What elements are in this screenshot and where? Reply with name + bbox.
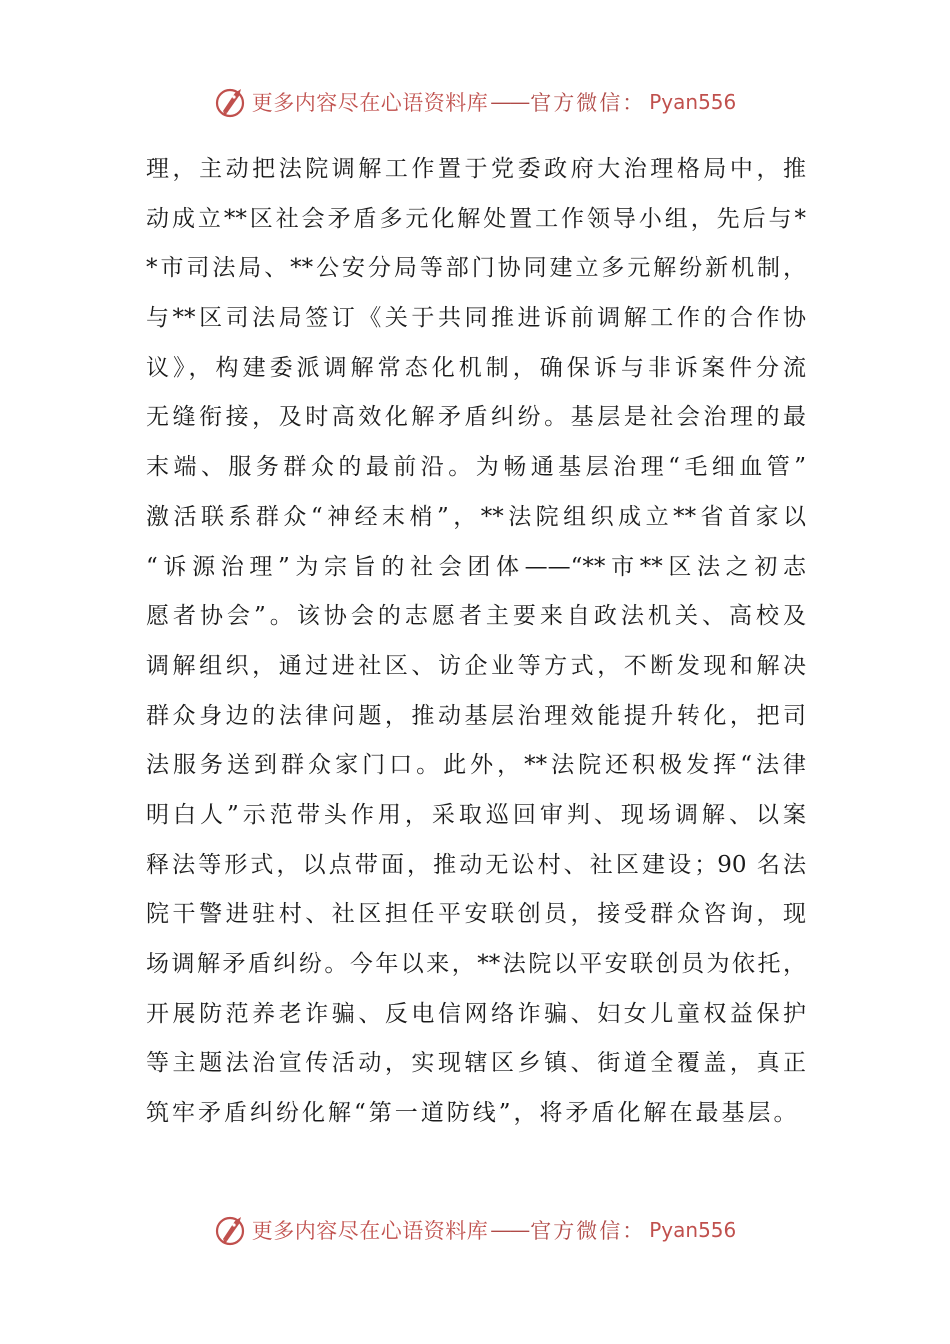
pen-nib-circle-icon <box>214 1213 248 1247</box>
watermark-label: 官方微信： <box>530 1219 646 1243</box>
body-line: 调解组织，通过进社区、访企业等方式，不断发现和解决 <box>146 652 806 679</box>
body-line: 愿者协会”。该协会的志愿者主要来自政法机关、高校及 <box>146 603 806 630</box>
watermark-footer <box>0 1210 950 1250</box>
body-line: *市司法局、**公安分局等部门协同建立多元解纷新机制， <box>146 255 806 282</box>
body-line: 明白人”示范带头作用，采取巡回审判、现场调解、以案 <box>146 801 806 828</box>
body-line: 议》，构建委派调解常态化机制，确保诉与非诉案件分流 <box>146 354 806 381</box>
body-line: 法服务送到群众家门口。此外，**法院还积极发挥“法律 <box>146 752 806 779</box>
body-line: 激活联系群众“神经末梢”，**法院组织成立**省首家以 <box>146 503 806 530</box>
watermark-dash: —— <box>490 1218 529 1242</box>
watermark-brand: 更多内容尽在心语资料库 <box>251 91 489 115</box>
watermark-wechat-id: Pyan556 <box>649 90 737 114</box>
body-line: 末端、服务群众的最前沿。为畅通基层治理“毛细血管” <box>146 454 806 481</box>
body-line: 理，主动把法院调解工作置于党委政府大治理格局中，推 <box>146 156 806 182</box>
body-line-last: 筑牢矛盾纠纷化解“第一道防线”，将矛盾化解在最基层。 <box>146 1100 800 1127</box>
watermark-wechat-id: Pyan556 <box>649 1218 737 1242</box>
watermark-dash: —— <box>490 90 529 114</box>
watermark-brand: 更多内容尽在心语资料库 <box>251 1219 489 1243</box>
document-body <box>146 145 806 1139</box>
body-line: 院干警进驻村、社区担任平安联创员，接受群众咨询，现 <box>146 901 806 928</box>
body-line: 群众身边的法律问题，推动基层治理效能提升转化，把司 <box>146 702 806 729</box>
body-line: 无缝衔接，及时高效化解矛盾纠纷。基层是社会治理的最 <box>146 404 806 431</box>
body-line: 与**区司法局签订《关于共同推进诉前调解工作的合作协 <box>146 305 806 332</box>
body-line: 开展防范养老诈骗、反电信网络诈骗、妇女儿童权益保护 <box>146 1000 806 1027</box>
body-line: 释法等形式，以点带面，推动无讼村、社区建设；90 名法 <box>146 851 806 878</box>
watermark-header <box>0 82 950 122</box>
body-line: 场调解矛盾纠纷。今年以来，**法院以平安联创员为依托， <box>146 951 806 977</box>
watermark-label: 官方微信： <box>530 91 646 115</box>
pen-nib-circle-icon <box>214 85 248 119</box>
body-line: “诉源治理”为宗旨的社会团体——“**市**区法之初志 <box>146 553 806 580</box>
body-line: 等主题法治宣传活动，实现辖区乡镇、街道全覆盖，真正 <box>146 1050 806 1077</box>
body-line: 动成立**区社会矛盾多元化解处置工作领导小组，先后与* <box>146 205 806 232</box>
